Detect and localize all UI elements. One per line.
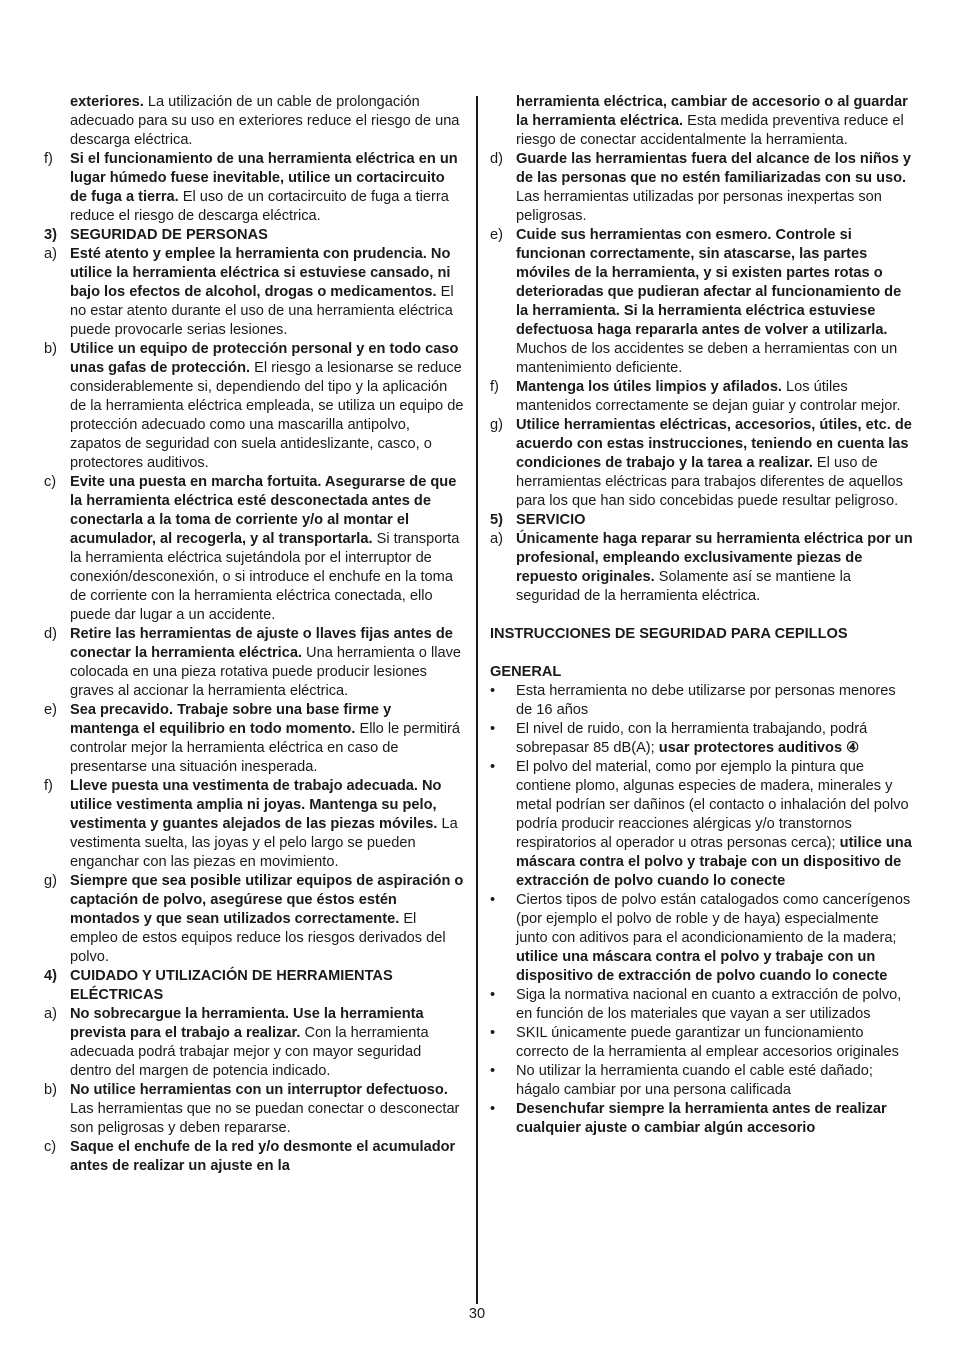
item-marker: • — [490, 892, 496, 908]
body-text: El uso de herramientas eléctricas para trabajos diferentes de aquellos para los que han sido concebidas puede resultar peligroso. — [516, 455, 903, 509]
spacer — [490, 606, 914, 625]
body-text: El empleo de estos equipos reduce los riesgos derivados del polvo. — [70, 911, 446, 965]
item-marker: 5) — [490, 512, 503, 528]
bold-lead: Saque el enchufe de la red y/o desmonte el acumulador antes de realizar un ajuste en la — [70, 1139, 456, 1174]
bold-lead: Utilice un equipo de protección personal y en todo caso unas gafas de protección. — [70, 341, 459, 376]
list-item — [44, 872, 464, 967]
item-text — [70, 777, 464, 872]
section-heading — [44, 967, 464, 1005]
list-item — [490, 226, 914, 378]
item-text — [516, 530, 914, 606]
item-text — [516, 378, 914, 416]
body-text: El uso de un cortacircuito de fuga a tierra reduce el riesgo de descarga eléctrica. — [70, 189, 449, 224]
item-marker: a) — [490, 531, 503, 547]
item-text — [70, 967, 464, 1005]
list-item — [490, 1062, 914, 1100]
bold-lead: Evite una puesta en marcha fortuita. Asegurarse de que la herramienta eléctrica esté desconectada antes de conectarla a la toma de corriente y/o al montar el acumulador, al recogerla, y al transportarla. — [70, 474, 457, 547]
list-item — [44, 340, 464, 473]
body-text: El nivel de ruido, con la herramienta trabajando, podrá sobrepasar 85 dB(A); — [516, 721, 868, 756]
bold-lead: Mantenga los útiles limpios y afilados. — [516, 379, 782, 395]
list-item — [44, 1081, 464, 1138]
item-text — [516, 682, 914, 720]
bold-lead: Desenchufar siempre la herramienta antes de realizar cualquier ajuste o cambiar algún accesorio — [516, 1101, 887, 1136]
bold-lead: Utilice herramientas eléctricas, accesorios, útiles, etc. de acuerdo con estas instrucciones, teniendo en cuenta las condiciones de trabajo y la tarea a realizar. — [516, 417, 912, 471]
item-text — [516, 511, 914, 530]
item-marker: • — [490, 721, 496, 737]
section-title: INSTRUCCIONES DE SEGURIDAD PARA CEPILLOS — [490, 626, 848, 642]
item-text — [516, 1062, 914, 1100]
item-marker: • — [490, 987, 496, 1003]
item-text — [516, 986, 914, 1024]
item-text — [70, 1138, 464, 1176]
page-number: 30 — [468, 1306, 486, 1322]
list-item — [44, 1138, 464, 1176]
list-item — [490, 891, 914, 986]
list-item — [490, 758, 914, 891]
body-text: Ello le permitirá controlar mejor la herramienta eléctrica en caso de presentarse una situación inesperada. — [70, 721, 461, 775]
list-item — [44, 245, 464, 340]
body-text: Los útiles mantenidos correctamente se dejan guiar y controlar mejor. — [516, 379, 901, 414]
item-text — [516, 93, 914, 150]
list-item — [490, 720, 914, 758]
body-text: Ciertos tipos de polvo están catalogados como cancerígenos (por ejemplo el polvo de roble y de haya) especialmente junto con aditivos para el acondicionamiento de la madera; — [516, 892, 911, 946]
list-item — [490, 1024, 914, 1062]
item-text — [516, 1100, 914, 1138]
item-text — [70, 150, 464, 226]
body-text: SKIL únicamente puede garantizar un funcionamiento correcto de la herramienta al emplear accesorios originales — [516, 1025, 899, 1060]
body-text: Las herramientas utilizadas por personas inexpertas son peligrosas. — [516, 189, 882, 224]
bold-tail: utilice una máscara contra el polvo y trabaje con un dispositivo de extracción de polvo cuando lo conecte — [516, 949, 888, 984]
item-marker: g) — [44, 873, 57, 889]
body-text: Solamente así se mantiene la seguridad de la herramienta eléctrica. — [516, 569, 852, 604]
body-text: Muchos de los accidentes se deben a herramientas con un mantenimiento deficiente. — [516, 341, 898, 376]
item-text — [70, 625, 464, 701]
list-item — [490, 530, 914, 606]
list-item — [490, 150, 914, 226]
item-marker: a) — [44, 1006, 57, 1022]
item-marker: c) — [44, 1139, 57, 1155]
item-text — [70, 872, 464, 967]
item-marker: d) — [44, 626, 57, 642]
list-item — [44, 777, 464, 872]
item-marker: b) — [44, 341, 57, 357]
column-divider — [476, 96, 478, 1304]
item-marker: d) — [490, 151, 503, 167]
body-text: La utilización de un cable de prolongación adecuado para su uso en exteriores reduce el riesgo de una descarga eléctrica. — [70, 94, 460, 148]
list-item — [490, 1100, 914, 1138]
body-text: Siga la normativa nacional en cuanto a extracción de polvo, en función de los materiales que vayan a ser utilizados — [516, 987, 902, 1022]
list-item — [490, 416, 914, 511]
bold-lead: Cuide sus herramientas con esmero. Controle si funcionan correctamente, sin atascarse, las partes móviles de la herramienta, y si existen partes rotas o deterioradas que pudieran afectar al funcionamiento de la herramienta. Si la herramienta eléctrica estuviese defectuosa haga repararla antes de volver a utilizarla. — [516, 227, 902, 338]
item-marker — [44, 93, 70, 150]
body-text: Si transporta la herramienta eléctrica sujetándola por el interruptor de conexión/desconexión, o si introduce el enchufe en la toma de corriente con la herramienta eléctrica conectada, ello puede dar lugar a un accidente. — [70, 531, 460, 623]
bold-tail: usar protectores auditivos ④ — [658, 740, 860, 756]
item-marker: 4) — [44, 968, 57, 984]
bold-lead: Únicamente haga reparar su herramienta eléctrica por un profesional, empleando exclusivamente piezas de repuesto originales. — [516, 531, 913, 585]
list-item — [490, 378, 914, 416]
bold-lead: herramienta eléctrica, cambiar de accesorio o al guardar la herramienta eléctrica. — [516, 94, 908, 129]
body-text: El no estar atento durante el uso de una herramienta eléctrica puede provocarle serias lesiones. — [70, 284, 454, 338]
item-text — [516, 1024, 914, 1062]
list-item — [44, 625, 464, 701]
body-text: Con la herramienta adecuada podrá trabajar mejor y con mayor seguridad dentro del margen de potencia indicado. — [70, 1025, 429, 1079]
list-item — [490, 682, 914, 720]
list-item — [490, 93, 914, 150]
list-item — [44, 701, 464, 777]
body-text: Las herramientas que no se puedan conectar o desconectar son peligrosas y deben repararse. — [70, 1101, 460, 1136]
bold-lead: Sea precavido. Trabaje sobre una base firme y mantenga el equilibrio en todo momento. — [70, 702, 392, 737]
list-item — [490, 986, 914, 1024]
bold-lead: exteriores. — [70, 94, 144, 110]
body-text: El riesgo a lesionarse se reduce considerablemente si, dependiendo del tipo y la aplicación de la herramienta eléctrica empleada, se utiliza un equipo de protección adecuado como una mascarilla antipolvo, zapatos de seguridad con suela antideslizante, casco, o protectores auditivos. — [70, 360, 464, 471]
bold-tail: utilice una máscara contra el polvo y trabaje con un dispositivo de extracción de polvo cuando lo conecte — [516, 835, 912, 889]
bold-lead: Siempre que sea posible utilizar equipos de aspiración o captación de polvo, asegúrese que éstos estén montados y que sean utilizados correctamente. — [70, 873, 464, 927]
item-text — [70, 226, 464, 245]
item-marker: f) — [44, 778, 53, 794]
bold-lead: No utilice herramientas con un interruptor defectuoso. — [70, 1082, 448, 1098]
item-text — [516, 416, 914, 511]
item-text — [70, 1081, 464, 1138]
list-item — [44, 150, 464, 226]
section-heading — [490, 511, 914, 530]
heading-text: SERVICIO — [516, 512, 586, 528]
item-marker: f) — [490, 379, 499, 395]
item-text — [516, 758, 914, 891]
bold-lead: Lleve puesta una vestimenta de trabajo adecuada. No utilice vestimenta amplia ni joyas. Mantenga su pelo, vestimenta y guantes alejados de las piezas móviles. — [70, 778, 442, 832]
item-marker: e) — [44, 702, 57, 718]
body-text: Esta medida preventiva reduce el riesgo de conectar accidentalmente la herramienta. — [516, 113, 904, 148]
item-marker: 3) — [44, 227, 57, 243]
item-marker: b) — [44, 1082, 57, 1098]
item-marker: a) — [44, 246, 57, 262]
list-item — [44, 1005, 464, 1081]
item-marker: • — [490, 1063, 496, 1079]
item-marker: e) — [490, 227, 503, 243]
item-marker — [490, 93, 516, 150]
item-text — [70, 93, 464, 150]
body-text: Esta herramienta no debe utilizarse por personas menores de 16 años — [516, 683, 896, 718]
bold-lead: Guarde las herramientas fuera del alcance de los niños y de las personas que no estén familiarizadas con su uso. — [516, 151, 912, 186]
item-text — [70, 473, 464, 625]
heading-text: CUIDADO Y UTILIZACIÓN DE HERRAMIENTAS ELÉCTRICAS — [70, 968, 393, 1003]
item-text — [516, 226, 914, 378]
item-text — [516, 150, 914, 226]
item-marker: • — [490, 1101, 496, 1117]
item-marker: • — [490, 1025, 496, 1041]
bold-lead: Si el funcionamiento de una herramienta eléctrica en un lugar húmedo fuese inevitable, utilice un cortacircuito de fuga a tierra. — [70, 151, 458, 205]
bold-lead: Retire las herramientas de ajuste o llaves fijas antes de conectar la herramienta eléctrica. — [70, 626, 453, 661]
item-marker: c) — [44, 474, 57, 490]
right-column — [490, 93, 914, 1138]
body-text: No utilizar la herramienta cuando el cable esté dañado; hágalo cambiar por una persona calificada — [516, 1063, 873, 1098]
heading-text: SEGURIDAD DE PERSONAS — [70, 227, 268, 243]
item-marker: g) — [490, 417, 503, 433]
list-item — [44, 473, 464, 625]
spacer — [490, 644, 914, 663]
list-item — [44, 93, 464, 150]
body-text: El polvo del material, como por ejemplo la pintura que contiene plomo, algunas especies de madera, minerales y metal podrían ser dañinos (el contacto o inhalación del polvo podría producir reacciones alérgicas y/o transtornos respiratorios al operador u otras personas cerca); — [516, 759, 909, 851]
bold-lead: No sobrecargue la herramienta. Use la herramienta prevista para el trabajo a realizar. — [70, 1006, 424, 1041]
section-heading — [44, 226, 464, 245]
item-marker: • — [490, 759, 496, 775]
bold-lead: Esté atento y emplee la herramienta con prudencia. No utilice la herramienta eléctrica si estuviese cansado, ni bajo los efectos de alcohol, drogas o medicamentos. — [70, 246, 451, 300]
item-text — [516, 720, 914, 758]
item-text — [516, 891, 914, 986]
item-text — [70, 1005, 464, 1081]
section-title: GENERAL — [490, 664, 562, 680]
item-marker: f) — [44, 151, 53, 167]
item-marker: • — [490, 683, 496, 699]
item-text — [70, 701, 464, 777]
item-text — [70, 340, 464, 473]
left-column — [44, 93, 464, 1176]
body-text: La vestimenta suelta, las joyas y el pelo largo se pueden enganchar con las piezas en movimiento. — [70, 816, 458, 870]
item-text — [70, 245, 464, 340]
body-text: Una herramienta o llave colocada en una pieza rotativa puede producir lesiones graves al accionar la herramienta eléctrica. — [70, 645, 461, 699]
